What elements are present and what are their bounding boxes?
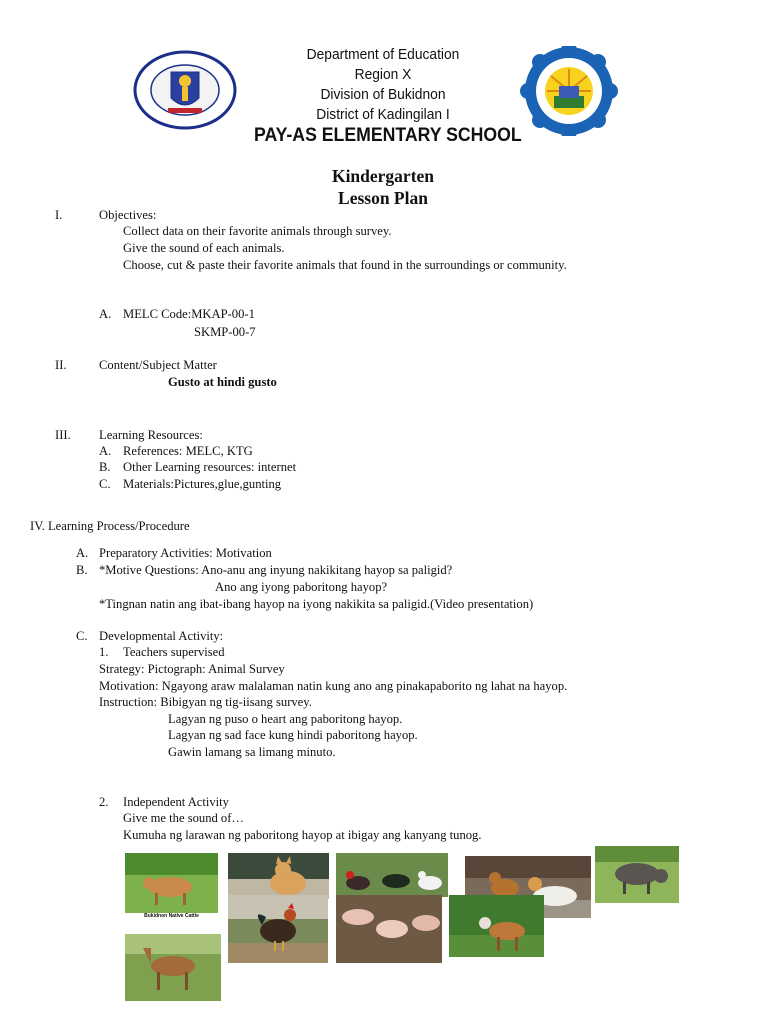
- cat-photo: [228, 853, 329, 899]
- motivation-line: Motivation: Ngayong araw malalaman natin kung ano ang pinakapaborito ng lahat na hayop.: [99, 679, 568, 693]
- section-heading: Content/Subject Matter: [99, 358, 217, 372]
- instruction-line: Gawin lamang sa limang minuto.: [168, 745, 336, 759]
- motive-question-2: Ano ang iyong paboritong hayop?: [215, 580, 388, 594]
- picture-instruction: Kumuha ng larawan ng paboritong hayop at ibigay ang kanyang tunog.: [123, 828, 482, 842]
- horse-photo: [125, 934, 221, 1001]
- division-name: Division of Bukidnon: [320, 86, 446, 103]
- objective-item: Choose, cut & paste their favorite animals that found in the surroundings or community.: [123, 258, 567, 272]
- resource-item: Other Learning resources: internet: [123, 460, 297, 474]
- section-num: II.: [55, 358, 67, 372]
- section-heading: IV. Learning Process/Procedure: [30, 519, 190, 533]
- melc-code-2: SKMP-00-7: [194, 325, 256, 339]
- section-heading: Learning Resources:: [99, 428, 203, 442]
- deped-seal: [133, 50, 237, 130]
- resource-item: References: MELC, KTG: [123, 444, 253, 458]
- ducks-photo: [336, 853, 448, 897]
- teacher-supervised: Teachers supervised: [123, 645, 225, 659]
- school-seal: [516, 46, 622, 136]
- carabao-photo: [595, 846, 679, 903]
- list-letter: B.: [99, 460, 111, 474]
- rooster-photo: [228, 895, 328, 963]
- list-letter: A.: [99, 307, 112, 321]
- section-num: I.: [55, 208, 63, 222]
- objective-item: Collect data on their favorite animals through survey.: [123, 224, 392, 238]
- list-number: 2.: [99, 795, 109, 809]
- list-letter: A.: [76, 546, 89, 560]
- section-heading: Objectives:: [99, 208, 157, 222]
- strategy-line: Strategy: Pictograph: Animal Survey: [99, 662, 285, 676]
- developmental-activity: Developmental Activity:: [99, 629, 224, 643]
- section-num: III.: [55, 428, 71, 442]
- list-number: 1.: [99, 645, 109, 659]
- list-letter: C.: [99, 477, 111, 491]
- cattle-photo: [125, 853, 218, 923]
- instruction-line: Instruction: Bibigyan ng tig-iisang survey.: [99, 695, 312, 709]
- list-letter: B.: [76, 563, 88, 577]
- school-name: PAY-AS ELEMENTARY SCHOOL: [254, 125, 522, 146]
- independent-activity: Independent Activity: [123, 795, 229, 809]
- cattle-caption: Bukidnon Native Cattle: [144, 913, 199, 919]
- pigs-photo: [336, 895, 442, 963]
- grade-title: Kindergarten: [331, 166, 435, 186]
- list-letter: A.: [99, 444, 112, 458]
- region-name: Region X: [354, 66, 412, 83]
- district-name: District of Kadingilan I: [316, 106, 450, 123]
- goat-photo: [449, 895, 544, 957]
- objective-item: Give the sound of each animals.: [123, 241, 285, 255]
- instruction-line: Lagyan ng sad face kung hindi paboritong hayop.: [168, 728, 418, 742]
- instruction-line: Lagyan ng puso o heart ang paboritong hayop.: [168, 712, 403, 726]
- video-instruction: *Tingnan natin ang ibat-ibang hayop na iyong nakikita sa paligid.(Video presentation): [99, 597, 534, 611]
- list-letter: C.: [76, 629, 88, 643]
- lesson-plan-title: Lesson Plan: [338, 188, 428, 208]
- subject-topic: Gusto at hindi gusto: [168, 375, 277, 389]
- resource-item: Materials:Pictures,glue,gunting: [123, 477, 282, 491]
- procedure-a: Preparatory Activities: Motivation: [99, 546, 272, 560]
- dept-name: Department of Education: [306, 46, 460, 63]
- melc-code: MELC Code:MKAP-00-1: [123, 307, 255, 321]
- sound-prompt: Give me the sound of…: [123, 811, 245, 825]
- motive-questions: *Motive Questions: Ano-anu ang inyung nakikitang hayop sa paligid?: [99, 563, 453, 577]
